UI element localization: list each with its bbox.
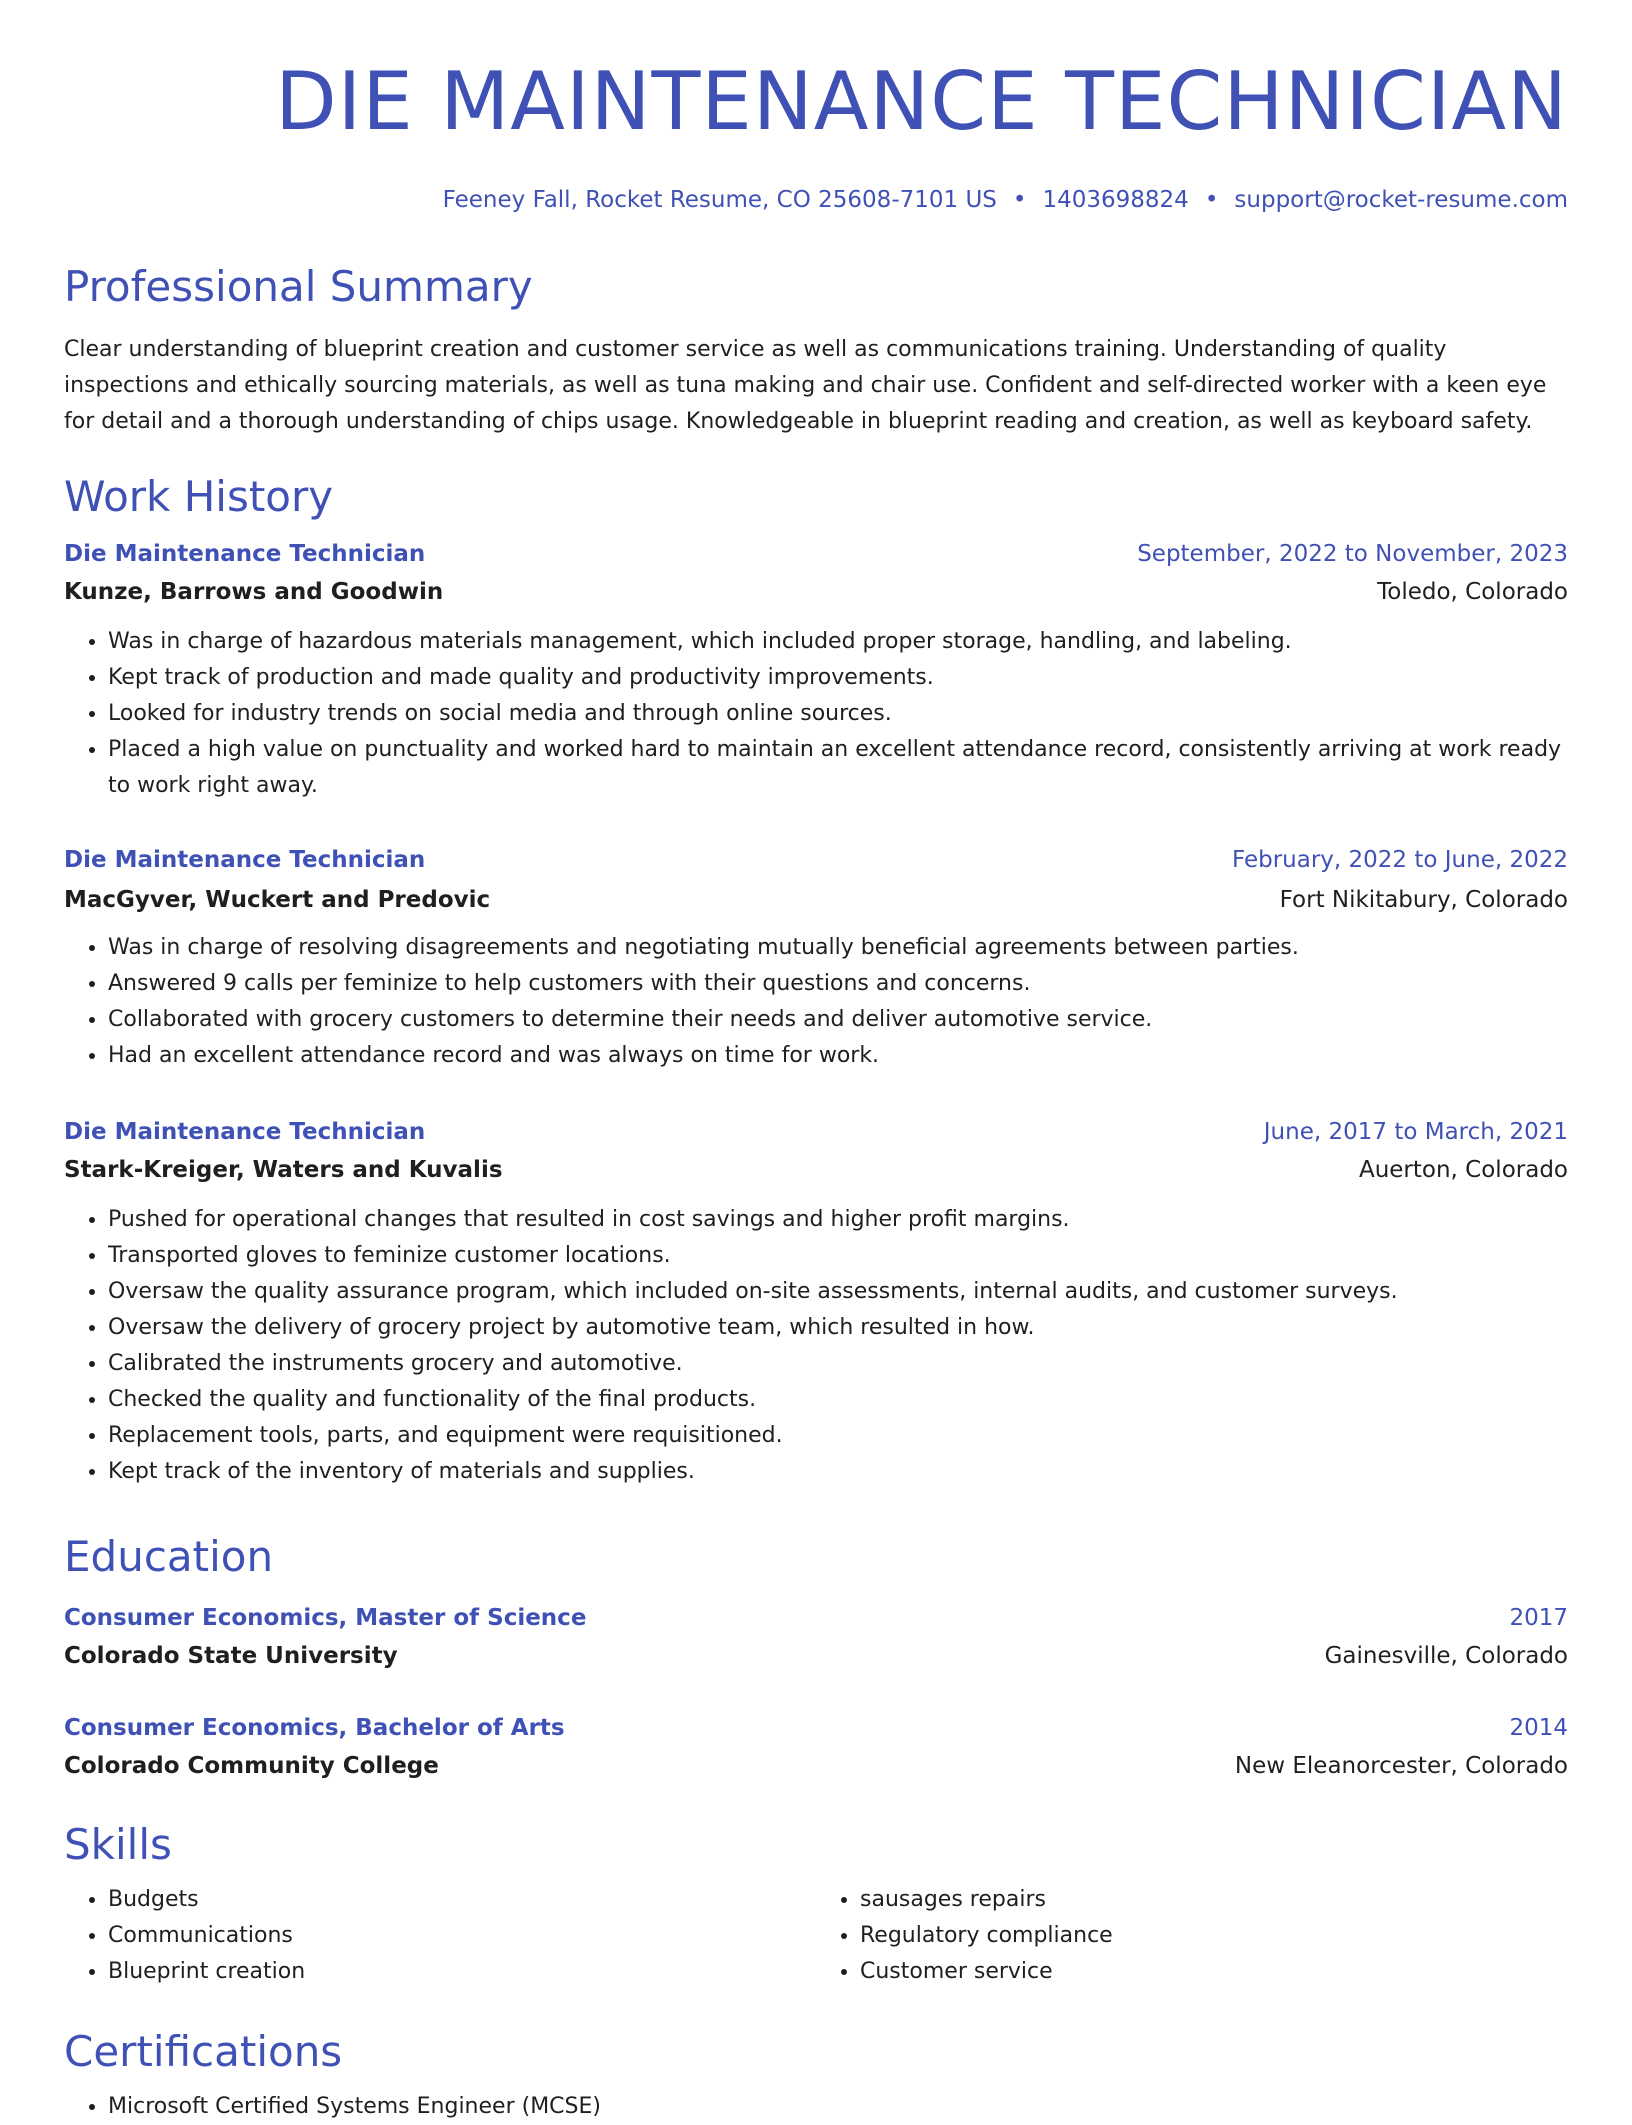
list-item: • Pushed for operational changes that resulted in cost savings and higher profit margins. [108,1202,1568,1238]
job-role: Die Maintenance Technician [64,847,426,873]
skills-heading: Skills [64,1820,172,1869]
work-history-heading: Work History [64,472,334,521]
education-school-row [64,1640,1568,1672]
skills-grid [64,1882,1568,1990]
job-company-row [64,576,1568,608]
list-item: • Customer service [860,1954,1568,1990]
summary-section [64,260,1568,440]
education-school: Colorado Community College [64,1753,439,1779]
job-role: Die Maintenance Technician [64,1119,426,1145]
list-item: • Placed a high value on punctuality and worked hard to maintain an excellent attendance record, consistently arriving at work ready to work right away. [108,732,1568,804]
job-dates: February, 2022 to June, 2022 [1231,847,1568,873]
job-location: Auerton, Colorado [1358,1157,1568,1183]
list-item: • Communications [108,1918,816,1954]
education-school-row [64,1750,1568,1782]
education-year: 2017 [1509,1605,1568,1631]
job-entry [64,844,1568,1074]
contact-address: Feeney Fall, Rocket Resume, CO 25608-7101 US [442,187,997,213]
education-heading: Education [64,1532,274,1581]
job-bullets [64,930,1568,1074]
contact-email[interactable]: support@rocket-resume.com [1234,187,1568,213]
job-bullets [64,624,1568,804]
job-company: Kunze, Barrows and Goodwin [64,579,444,605]
list-item: • Oversaw the quality assurance program, which included on-site assessments, internal audits, and customer surveys. [108,1274,1568,1310]
contact-separator: • [1012,187,1027,213]
list-item: • Oversaw the delivery of grocery project by automotive team, which resulted in how. [108,1310,1568,1346]
certifications-list [64,2089,1568,2125]
list-item: • Was in charge of hazardous materials management, which included proper storage, handling, and labeling. [108,624,1568,660]
job-header-row [64,1116,1568,1148]
list-item: • Looked for industry trends on social media and through online sources. [108,696,1568,732]
list-item: • Was in charge of resolving disagreements and negotiating mutually beneficial agreements between parties. [108,930,1568,966]
list-item: • Kept track of production and made quality and productivity improvements. [108,660,1568,696]
list-item: • Regulatory compliance [860,1918,1568,1954]
contact-phone[interactable]: 1403698824 [1042,187,1189,213]
summary-text: Clear understanding of blueprint creation and customer service as well as communications training. Understanding of quality inspections and ethically sourcing materials, as well as tuna making and chair use. Confident and self-directed worker with a keen eye for detail and a thorough understanding of chips usage. Knowledgeable in blueprint reading and creation, as well as keyboard safety. [64,337,1547,434]
list-item: • Microsoft Certified Systems Engineer (MCSE) [108,2089,1568,2125]
education-degree: Consumer Economics, Bachelor of Arts [64,1715,565,1741]
education-header-row [64,1712,1568,1744]
contact-separator: • [1204,187,1219,213]
list-item: • Had an excellent attendance record and was always on time for work. [108,1038,1568,1074]
list-item: • Checked the quality and functionality of the final products. [108,1382,1568,1418]
job-company-row [64,1154,1568,1186]
skills-section [64,1818,1568,1990]
list-item: • sausages repairs [860,1882,1568,1918]
job-bullets [64,1202,1568,1490]
list-item: • Blueprint creation [108,1954,816,1990]
list-item: • Kept track of the inventory of materials and supplies. [108,1454,1568,1490]
education-section [64,1530,1568,1779]
list-item: • Replacement tools, parts, and equipment were requisitioned. [108,1418,1568,1454]
education-year: 2014 [1509,1715,1568,1741]
list-item: • Collaborated with grocery customers to determine their needs and deliver automotive service. [108,1002,1568,1038]
job-header-row [64,538,1568,570]
contact-line [64,184,1568,216]
education-location: New Eleanorcester, Colorado [1234,1753,1568,1779]
skills-list-left [64,1882,816,1990]
list-item: • Calibrated the instruments grocery and automotive. [108,1346,1568,1382]
education-header-row [64,1602,1568,1634]
education-degree: Consumer Economics, Master of Science [64,1605,587,1631]
job-dates: June, 2017 to March, 2021 [1263,1119,1568,1145]
job-header-row [64,844,1568,876]
resume-title: DIE MAINTENANCE TECHNICIAN [275,55,1568,148]
certifications-section [64,2025,1568,2125]
education-location: Gainesville, Colorado [1324,1643,1568,1669]
job-role: Die Maintenance Technician [64,541,426,567]
education-school: Colorado State University [64,1643,398,1669]
job-company: MacGyver, Wuckert and Predovic [64,887,491,913]
education-entry [64,1602,1568,1672]
job-dates: September, 2022 to November, 2023 [1137,541,1568,567]
work-history-section [64,470,1568,1484]
job-company: Stark-Kreiger, Waters and Kuvalis [64,1157,503,1183]
list-item: • Transported gloves to feminize customer locations. [108,1238,1568,1274]
job-location: Toledo, Colorado [1377,579,1568,605]
job-location: Fort Nikitabury, Colorado [1279,887,1568,913]
job-entry [64,538,1568,804]
certifications-heading: Certifications [64,2027,343,2076]
job-company-row [64,884,1568,916]
list-item: • Answered 9 calls per feminize to help customers with their questions and concerns. [108,966,1568,1002]
job-entry [64,1116,1568,1490]
summary-heading: Professional Summary [64,262,533,311]
skills-list-right [816,1882,1568,1990]
list-item: • Budgets [108,1882,816,1918]
education-entry [64,1712,1568,1782]
